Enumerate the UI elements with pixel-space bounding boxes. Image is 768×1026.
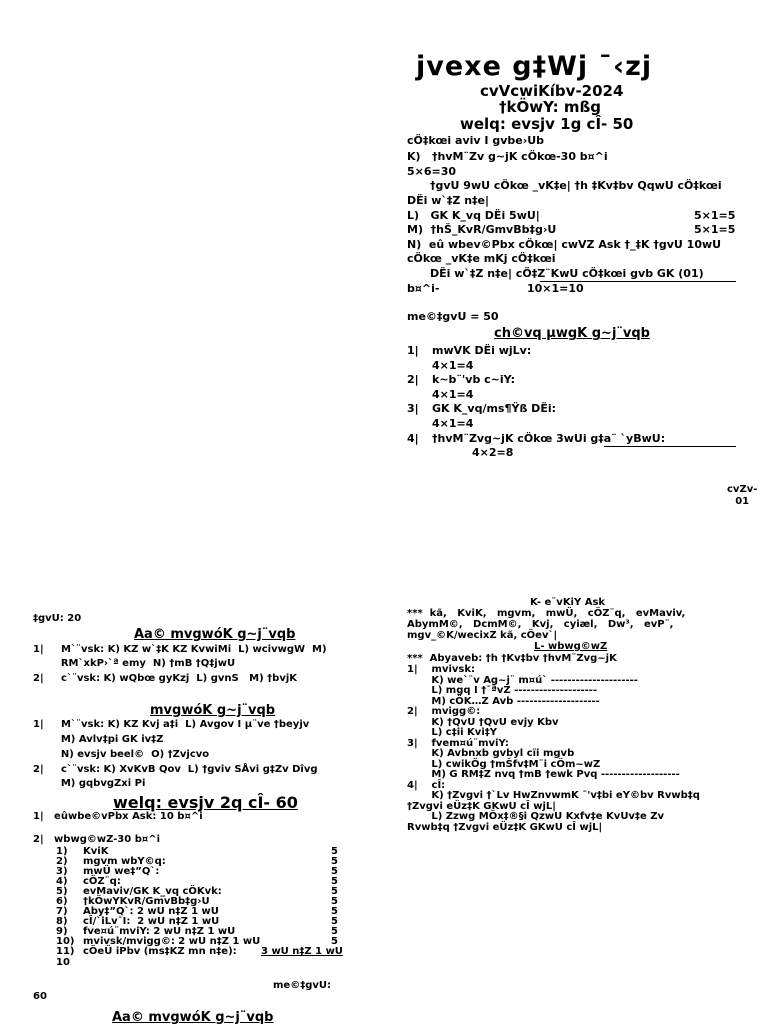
list-item-score: 3 wU n‡Z 1 wU xyxy=(261,946,343,957)
list-item-score: 5 xyxy=(331,856,338,867)
text-line: RM`xkP›`ª emy N) †mB †Q‡jwU xyxy=(33,658,236,669)
divider-line xyxy=(604,446,736,447)
section-heading: ch©vq µwgK g~j¨vqb xyxy=(494,326,650,341)
list-item-number: 4| xyxy=(407,432,419,445)
list-item-number: 9) xyxy=(56,926,68,937)
text-line: *** Abyaveb: †h †Kv‡bv †hvM¨Zvg~jK xyxy=(407,653,617,664)
list-item: K) †QvU †QvU evjy Kbv xyxy=(407,716,559,728)
list-item-text: cÎ/`iLv¯I: 2 wU n‡Z 1 wU xyxy=(83,916,220,927)
text-line: 1| M`¨vsk: K) KZ Kvj a‡i L) Avgov I µ¨ve †beyjv xyxy=(33,719,310,730)
curriculum-year: cvVcwiKíbv-2024 xyxy=(480,82,624,100)
list-item: M) cÖK…Z Avb -------------------- xyxy=(407,695,600,707)
text-line: mgv_©K/wecixZ kã, cÖev`| xyxy=(407,630,558,641)
text-line: K) †hvM¨Zv g~jK cÖkœ-30 b¤^i xyxy=(407,150,608,163)
text-line: DËi w`‡Z n‡e| xyxy=(407,194,490,207)
list-item-score: 5 xyxy=(331,926,338,937)
text-line: *** kã, KviK, mgvm, mwÜ, cÖZ¨q, evMaviv, xyxy=(407,608,686,619)
list-item-text: KviK xyxy=(83,846,109,857)
text-line: M) gqbvgZxi Pi xyxy=(33,778,146,789)
list-item-number: 1| xyxy=(407,344,419,357)
text-line: b¤^i- xyxy=(407,282,440,295)
list-item-text: Aby‡”Q`: 2 wU n‡Z 1 wU xyxy=(83,906,219,917)
section-heading: cÖ‡kœi aviv I gvbe›Ub xyxy=(407,134,545,147)
text-line: AbymM©, DcmM©, Kvj, cyiæl, Dw³, evP¨, xyxy=(407,619,674,630)
list-item: Rvwb‡q †Zvgvi eÜz‡K GKwU cÎ wjL| xyxy=(407,821,603,833)
text-line: 1| M`¨vsk: K) KZ w`‡K KZ KvwiMi L) wcivwgW M) xyxy=(33,644,327,655)
list-item-number: 11) xyxy=(56,946,75,957)
text-line: N) evsjv beel© O) †Zvjcvo xyxy=(33,749,210,760)
text-line: 2| c`¨vsk: K) XvKvB Qov L) †gviv SÅvi g‡Zv Dîvg xyxy=(33,764,318,775)
list-item: 3| fvem¤ú¨mviY: xyxy=(407,737,509,749)
list-item: L) Zzwg MÖx‡®§i QzwU Kxfv‡e KvUv‡e Zv xyxy=(407,811,664,822)
section-heading: L- wbwg©wZ xyxy=(534,641,608,652)
list-item-number: 2| xyxy=(407,373,419,386)
text-line: DËi w`‡Z n‡e| cÖ‡Z¨KwU cÖ‡kœi gvb GK (01) xyxy=(407,267,704,280)
text-line: 2| wbwg©wZ-30 b¤^i xyxy=(33,834,161,845)
text-line: cÖkœ _vK‡e mKj cÖ‡kœi xyxy=(407,252,556,265)
text-line: 5×6=30 xyxy=(407,165,457,178)
list-item-score: 5 xyxy=(331,876,338,887)
list-item-text: †kÖwYKvR/GmvBb‡g›U xyxy=(83,896,210,907)
list-item-score: 5 xyxy=(331,916,338,927)
list-item-text: cÖZ¨q: xyxy=(83,876,121,887)
list-item-number: 8) xyxy=(56,916,68,927)
list-item-number: 6) xyxy=(56,896,68,907)
list-item-number: 5) xyxy=(56,886,68,897)
list-item-score: 5 xyxy=(331,906,338,917)
list-item-text: evMaviv/GK K_vq cÖKvk: xyxy=(83,886,222,897)
list-item-number: 3| xyxy=(407,402,419,415)
text-line: M) Avlv‡pi GK iv‡Z xyxy=(33,734,164,745)
list-item-number: 2) xyxy=(56,856,68,867)
list-item-score: 5 xyxy=(331,886,338,897)
list-item: 4| cÎ: xyxy=(407,779,446,791)
subject-heading: welq: evsjv 2q cÎ- 60 xyxy=(113,793,298,812)
list-item: K) we`¨v Ag~j¨ m¤ú` --------------------- xyxy=(407,674,638,686)
list-item: 1| mvivsk: xyxy=(407,664,476,675)
list-item: K) Avbnxb gvbyl cïi mgvb xyxy=(407,748,575,759)
list-item-text: mgvm wbY©q: xyxy=(83,856,166,867)
text-line: †gvU 9wU cÖkœ _vK‡e| †h ‡Kv‡bv QqwU cÖ‡kœi xyxy=(407,179,722,192)
total-marks: ‡gvU: 20 xyxy=(33,613,82,624)
page-number: cvZv- 01 xyxy=(727,484,758,507)
total-label: me©‡gvU: xyxy=(273,980,331,991)
list-item-score: 4×1=4 xyxy=(432,359,474,372)
list-item: L) cwikÖg †mŠfv‡M¨i cÖm~wZ xyxy=(407,758,601,770)
list-item-number: 4) xyxy=(56,876,68,887)
list-item-score: 5 xyxy=(331,896,338,907)
text-line: L) GK K_vq DËi 5wU| xyxy=(407,209,540,222)
list-item-number: 10) xyxy=(56,936,75,947)
list-item-text: mvivsk/mvigg©: 2 wU n‡Z 1 wU xyxy=(83,936,261,947)
list-item-score: 5 xyxy=(331,866,338,877)
list-item-score: 5 xyxy=(331,846,338,857)
list-item-text: mwÜ we‡”Q`: xyxy=(83,866,160,877)
score-text: 10×1=10 xyxy=(527,282,584,295)
text-line: 2| c`¨vsk: K) wQbœ gyKzj L) gvnS M) †bvjK xyxy=(33,673,298,684)
list-item-number: 7) xyxy=(56,906,68,917)
list-item-number: 1) xyxy=(56,846,68,857)
list-item-score: 5 xyxy=(331,936,338,947)
text-line: N) eû wbev©Pbx cÖkœ| cwVZ Ask †_‡K †gvU 10wU xyxy=(407,238,722,251)
list-item-text: k~b¨'vb c~iY: xyxy=(432,373,516,386)
list-item-text: mwVK DËi wjLv: xyxy=(432,344,532,357)
list-item-text: GK K_vq/ms¶Ÿß DËi: xyxy=(432,402,556,415)
score-text: 5×1=5 xyxy=(694,223,736,236)
list-item: †Zvgvi eÜz‡K GKwU cÎ wjL| xyxy=(407,800,556,812)
list-item-score: 4×2=8 xyxy=(472,446,514,459)
list-item-text: fve¤ú¨mviY: 2 wU n‡Z 1 wU xyxy=(83,926,236,937)
list-item: M) G RM‡Z nvq †mB †ewk Pvq ------------------- xyxy=(407,769,680,780)
text-line: M) †hŠ_KvR/GmvBb‡g›U xyxy=(407,223,557,236)
list-item-score: 4×1=4 xyxy=(432,417,474,430)
section-heading: Aa© mvgwóK g~j¨vqb xyxy=(134,627,296,642)
list-item-text: cÖeÜ iPbv (ms‡KZ mn n‡e): xyxy=(83,946,237,957)
list-item-number: 3) xyxy=(56,866,68,877)
class-label: †kÖwY: mßg xyxy=(499,98,602,116)
list-item: L) mgq I †¯ªvZ -------------------- xyxy=(407,685,598,696)
list-item: 2| mvigg©: xyxy=(407,706,481,717)
page-title: jvexe g‡Wj ¯‹zj xyxy=(416,51,653,82)
score-text: 5×1=5 xyxy=(694,209,736,222)
section-heading: Aa© mvgwóK g~j¨vqb xyxy=(112,1010,274,1025)
total-value: 60 xyxy=(33,991,47,1002)
subject-label: welq: evsjv 1g cÎ- 50 xyxy=(460,115,634,133)
list-item-text: †hvM¨Zvg~jK cÖkœ 3wUi g‡a¨ `yBwU: xyxy=(432,432,666,445)
section-heading: K- e¨vKiY Ask xyxy=(530,597,606,608)
list-item-number: 10 xyxy=(56,957,70,968)
text-line: 1| eûwbe©vPbx Ask: 10 b¤^i xyxy=(33,811,203,822)
total-marks: me©‡gvU = 50 xyxy=(407,310,499,323)
section-heading: mvgwóK g~j¨vqb xyxy=(150,703,276,718)
list-item-score: 4×1=4 xyxy=(432,388,474,401)
list-item: K) †Zvgvi †`Lv HwZnvwmK ¯'v‡bi eY©bv Rvwb‡q xyxy=(407,790,700,801)
list-item: L) c‡ii Kvi‡Y xyxy=(407,727,497,738)
